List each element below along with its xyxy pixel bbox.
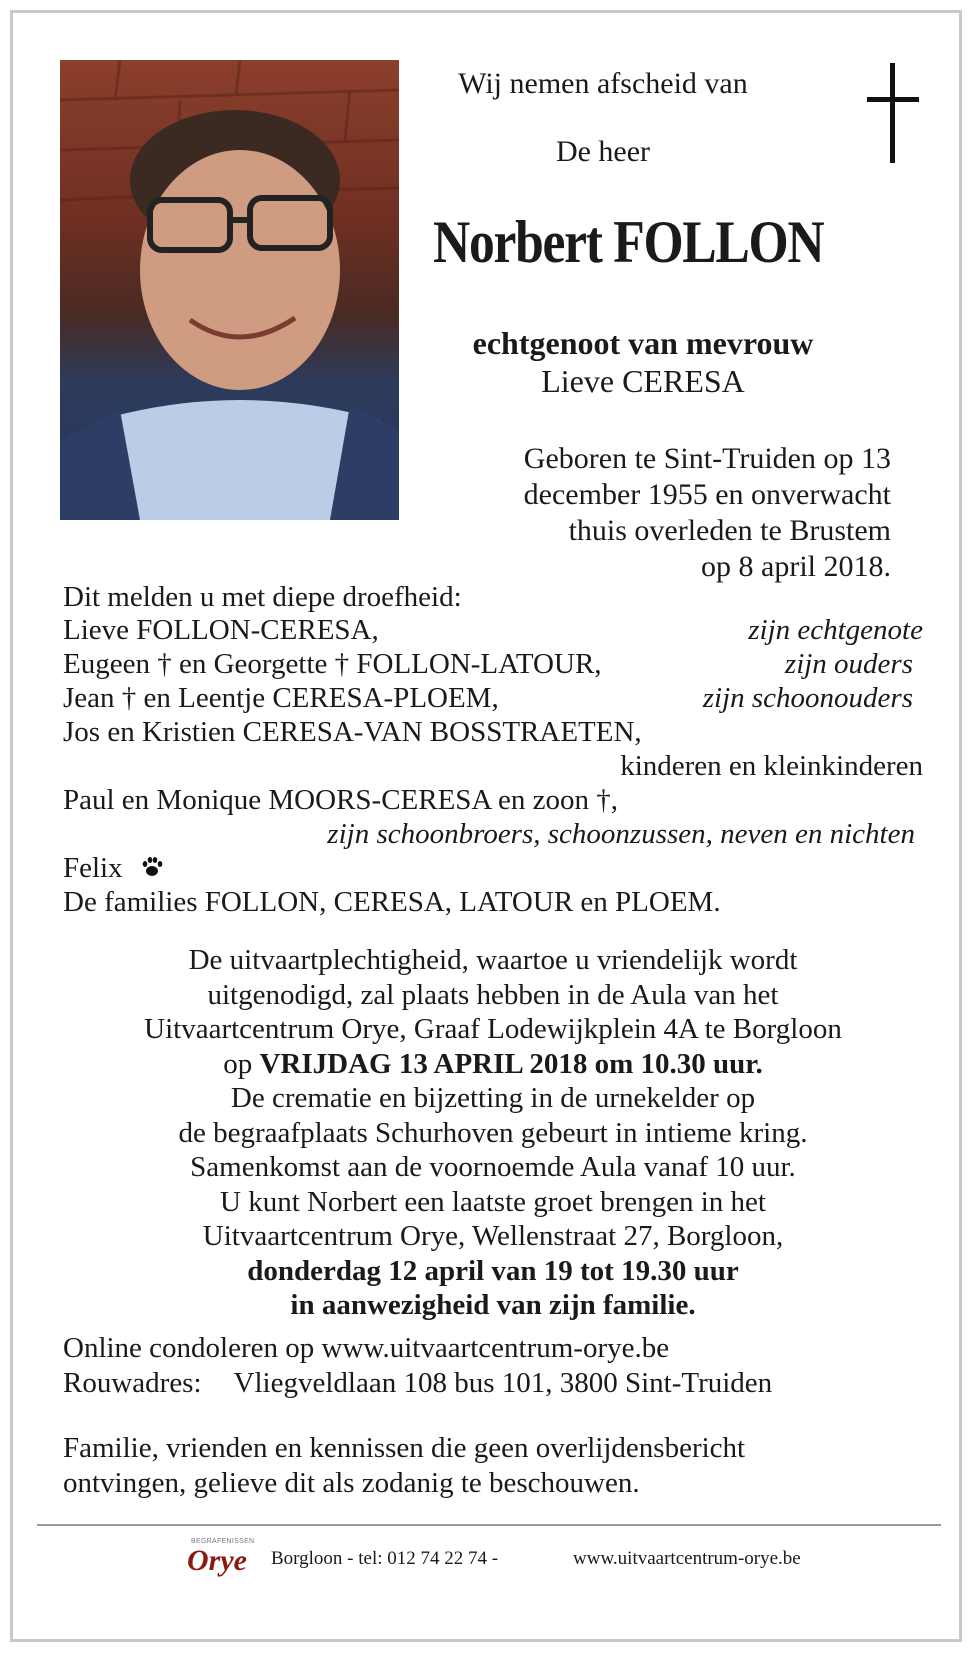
ceremony-line: Uitvaartcentrum Orye, Graaf Lodewijkplein 4A te Borgloon xyxy=(144,1013,842,1045)
ceremony-date: VRIJDAG 13 APRIL 2018 om 10.30 uur. xyxy=(259,1047,763,1080)
ceremony-line: De crematie en bijzetting in de urnekelder op xyxy=(230,1082,756,1114)
family-relation: zijn echtgenote xyxy=(748,614,923,646)
address-label: Rouwadres: xyxy=(63,1367,202,1399)
family-relation: zijn schoonouders xyxy=(702,682,913,714)
spouse-name: Lieve CERESA xyxy=(541,363,745,399)
ceremony-line: uitgenodigd, zal plaats hebben in de Aula van het xyxy=(207,978,779,1011)
family-intro: Dit melden u met diepe droefheid: xyxy=(63,581,462,613)
ceremony-line: U kunt Norbert een laatste groet brengen in het xyxy=(220,1185,766,1218)
footer-phone: Borgloon - tel: 012 74 22 74 - xyxy=(271,1548,499,1569)
cross-icon xyxy=(863,63,923,173)
family-row xyxy=(63,614,923,648)
footer-url[interactable]: www.uitvaartcentrum-orye.be xyxy=(573,1548,801,1569)
portrait-photo xyxy=(60,60,399,520)
footer-divider xyxy=(37,1524,941,1526)
family-row xyxy=(63,886,923,920)
mourning-address: Vliegveldlaan 108 bus 101, 3800 Sint-Truiden xyxy=(233,1367,773,1399)
visitation-note: in aanwezigheid van zijn familie. xyxy=(290,1289,696,1321)
obituary-card xyxy=(10,10,962,1642)
birth-death-info xyxy=(451,441,891,585)
ceremony-date-line: op VRIJDAG 13 APRIL 2018 om 10.30 uur. xyxy=(223,1047,763,1080)
footer xyxy=(183,1538,883,1578)
visitation-date: donderdag 12 april van 19 tot 19.30 uur xyxy=(247,1254,739,1287)
family-name: Eugeen † en Georgette † FOLLON-LATOUR, xyxy=(63,648,602,680)
birth-line: thuis overleden te Brustem xyxy=(568,514,891,547)
family-name: Paul en Monique MOORS-CERESA en zoon †, xyxy=(63,784,619,816)
pet-name: Felix xyxy=(63,852,123,884)
family-relation: kinderen en kleinkinderen xyxy=(620,750,923,782)
closing-line: ontvingen, gelieve dit als zodanig te beschouwen. xyxy=(63,1467,640,1499)
families-line: De families FOLLON, CERESA, LATOUR en PLOEM. xyxy=(63,886,721,918)
funeral-home-logo: BEGRAFENISSEN Orye xyxy=(187,1538,255,1577)
online-condolences: Online condoleren op www.uitvaartcentrum-orye.be xyxy=(63,1332,670,1364)
family-row xyxy=(63,682,923,716)
birth-line: december 1955 en onverwacht xyxy=(523,478,891,511)
birth-line: Geboren te Sint-Truiden op 13 xyxy=(523,442,891,475)
family-row xyxy=(63,784,923,818)
pet-row xyxy=(63,852,923,886)
ceremony-line: De uitvaartplechtigheid, waartoe u vriendelijk wordt xyxy=(188,944,798,976)
family-row xyxy=(63,750,923,784)
deceased-name: Norbert FOLLON xyxy=(433,209,824,275)
spouse-line: echtgenoot van mevrouw xyxy=(472,325,814,361)
family-relation: zijn ouders xyxy=(784,648,913,680)
ceremony-line: Samenkomst aan de voornoemde Aula vanaf 10 uur. xyxy=(190,1151,796,1183)
family-name: Lieve FOLLON-CERESA, xyxy=(63,614,379,646)
contact-info xyxy=(63,1331,923,1401)
salutation: De heer xyxy=(555,135,651,168)
family-relation: zijn schoonbroers, schoonzussen, neven en nichten xyxy=(327,818,915,850)
closing-note xyxy=(63,1431,923,1501)
ceremony-line: Uitvaartcentrum Orye, Wellenstraat 27, Borgloon, xyxy=(202,1220,784,1252)
birth-line: op 8 april 2018. xyxy=(701,550,891,583)
closing-line: Familie, vrienden en kennissen die geen overlijdensbericht xyxy=(63,1432,746,1464)
family-row xyxy=(63,716,923,750)
family-row xyxy=(63,648,923,682)
family-name: Jos en Kristien CERESA-VAN BOSSTRAETEN, xyxy=(63,716,642,748)
ceremony-info xyxy=(73,943,913,1323)
family-row xyxy=(63,818,923,852)
family-name: Jean † en Leentje CERESA-PLOEM, xyxy=(63,682,499,714)
intro-text: Wij nemen afscheid van xyxy=(458,67,748,100)
ceremony-line: de begraafplaats Schurhoven gebeurt in intieme kring. xyxy=(178,1116,808,1149)
mourning-address-line xyxy=(63,1366,923,1401)
paw-icon xyxy=(140,855,164,879)
portrait-illustration xyxy=(60,60,399,520)
